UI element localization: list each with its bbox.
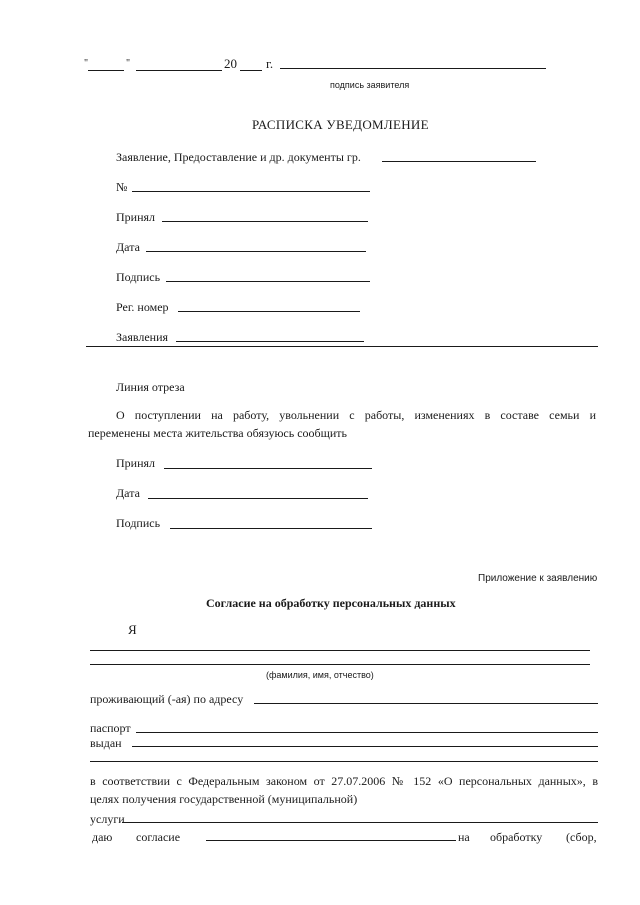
cutoff-field-accepted-line — [164, 468, 372, 469]
year-suffix: г. — [266, 56, 274, 71]
consent-i-label: Я — [128, 622, 137, 637]
receipt-field-accepted: Принял — [116, 210, 156, 224]
receipt-field-accepted-line — [162, 221, 368, 222]
cutoff-field-accepted: Принял — [116, 456, 156, 470]
year-prefix: 20 — [224, 56, 237, 71]
applicant-signature-line — [280, 68, 546, 69]
receipt-intro: Заявление, Предоставление и др. документы гр. — [116, 150, 361, 164]
signature-caption: подпись заявителя — [330, 80, 410, 90]
consent-give-word-1: даю — [92, 830, 113, 844]
receipt-title: РАСПИСКА УВЕДОМЛЕНИЕ — [252, 117, 429, 132]
receipt-field-applications: Заявления — [116, 330, 169, 344]
receipt-field-number: № — [116, 180, 128, 194]
receipt-field-applications-line — [176, 341, 364, 342]
consent-give-line — [206, 840, 456, 841]
consent-law-line1: в соответствии с Федеральным законом от 27.07.2006 № 152 «О персональных данных», в — [90, 774, 598, 788]
receipt-field-number-line — [132, 191, 370, 192]
receipt-field-reg-number: Рег. номер — [116, 300, 169, 314]
consent-law-line2: целях получения государственной (муниципальной) — [90, 792, 358, 806]
cut-line — [86, 346, 598, 347]
consent-issued-line — [132, 746, 598, 747]
cutoff-field-signature: Подпись — [116, 516, 161, 530]
consent-name-caption: (фамилия, имя, отчество) — [266, 670, 374, 680]
cutoff-field-date: Дата — [116, 486, 140, 500]
date-day-line — [88, 70, 124, 71]
receipt-field-date-line — [146, 251, 366, 252]
cutoff-notice-line2: переменены места жительства обязуюсь сообщить — [88, 426, 348, 440]
consent-name-line1 — [90, 650, 590, 651]
cutoff-field-signature-line — [170, 528, 372, 529]
receipt-field-date: Дата — [116, 240, 140, 254]
consent-give-word-5: (сбор, — [566, 830, 597, 844]
consent-issued-line2 — [90, 761, 598, 762]
consent-title: Согласие на обработку персональных данных — [206, 596, 456, 610]
consent-passport-line — [136, 732, 598, 733]
date-year-line — [240, 70, 262, 71]
cutoff-label: Линия отреза — [116, 380, 185, 394]
consent-appendix: Приложение к заявлению — [478, 573, 598, 584]
cutoff-field-date-line — [148, 498, 368, 499]
consent-give-word-2: согласие — [136, 830, 181, 844]
consent-services-label: услуги — [90, 812, 125, 826]
cutoff-notice-line1: О поступлении на работу, увольнении с работы, изменениях в составе семьи и — [116, 408, 596, 422]
consent-address-label: проживающий (-ая) по адресу — [90, 692, 244, 706]
consent-give-word-3: на — [458, 830, 470, 844]
consent-name-line2 — [90, 664, 590, 665]
consent-give-word-4: обработку — [490, 830, 543, 844]
date-quote-close: " — [126, 58, 131, 69]
date-quote-open: " — [84, 58, 89, 69]
date-month-line — [136, 70, 222, 71]
receipt-field-reg-number-line — [178, 311, 360, 312]
consent-address-line — [254, 703, 598, 704]
receipt-intro-line — [382, 161, 536, 162]
consent-passport-label: паспорт — [90, 721, 131, 735]
receipt-field-signature-line — [166, 281, 370, 282]
receipt-field-signature: Подпись — [116, 270, 161, 284]
consent-services-line — [122, 822, 598, 823]
consent-issued-label: выдан — [90, 736, 122, 750]
